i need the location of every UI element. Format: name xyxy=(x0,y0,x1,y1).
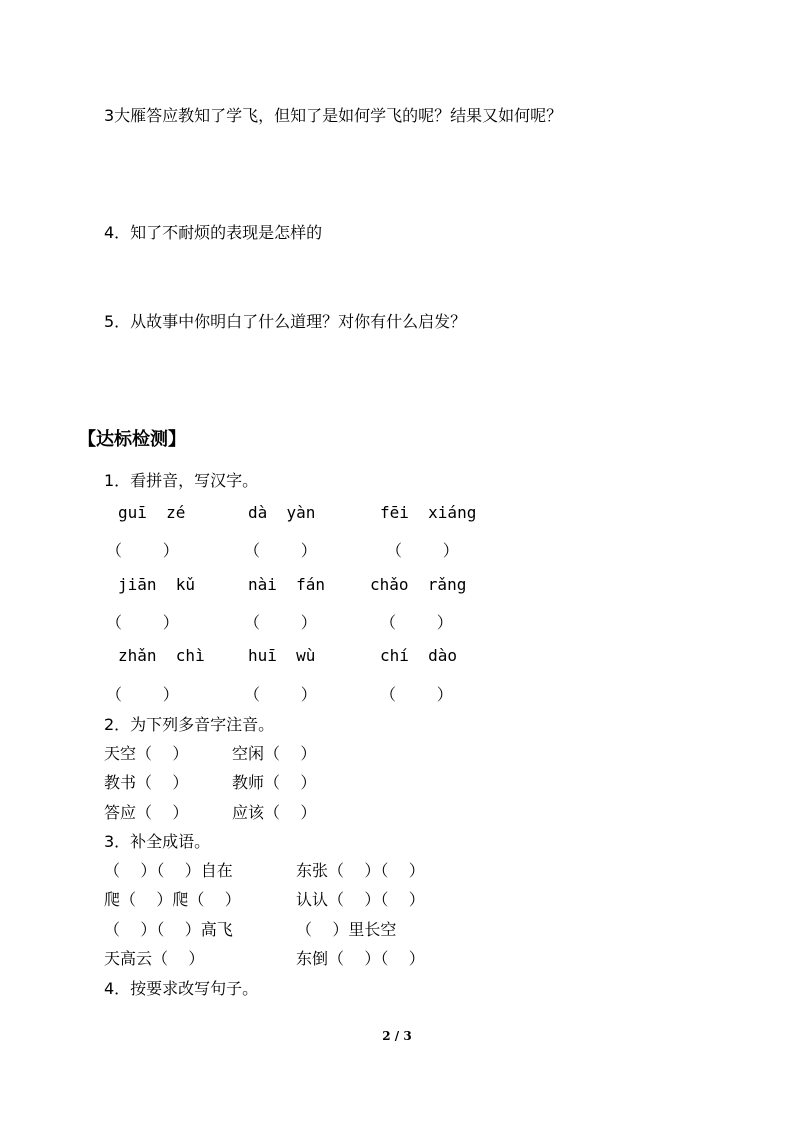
idiom-item: 东倒（ ）（ ） xyxy=(296,949,425,968)
pinyin-word: zhǎn chì xyxy=(118,646,205,665)
polyphone-item: 答应（ ） xyxy=(104,803,189,822)
answer-blank: （ ） xyxy=(244,613,317,632)
polyphone-item: 应该（ ） xyxy=(232,803,317,822)
idiom-item: 东张（ ）（ ） xyxy=(296,861,425,880)
idiom-item: 认认（ ）（ ） xyxy=(296,890,425,909)
polyphone-item: 空闲（ ） xyxy=(232,744,317,763)
question-4: 4．知了不耐烦的表现是怎样的 xyxy=(104,223,323,242)
idiom-item: （ ）（ ）自在 xyxy=(104,861,233,880)
idiom-item: （ ）（ ）高飞 xyxy=(104,920,233,939)
question-5: 5．从故事中你明白了什么道理？对你有什么启发？ xyxy=(104,312,467,331)
idiom-heading: 3．补全成语。 xyxy=(104,832,211,851)
answer-blank: （ ） xyxy=(244,685,317,704)
pinyin-word: dà yàn xyxy=(248,503,316,522)
answer-blank: （ ） xyxy=(244,541,317,560)
polyphone-item: 天空（ ） xyxy=(104,744,189,763)
idiom-item: （ ）里长空 xyxy=(296,920,397,939)
pinyin-heading: 1．看拼音，写汉字。 xyxy=(104,471,259,490)
polyphone-item: 教书（ ） xyxy=(104,773,189,792)
idiom-item: 爬（ ）爬（ ） xyxy=(104,890,241,909)
page-number: 2 / 3 xyxy=(382,1029,412,1043)
question-3: 3大雁答应教知了学飞，但知了是如何学飞的呢？结果又如何呢？ xyxy=(104,106,563,125)
idiom-item: 天高云（ ） xyxy=(104,949,205,968)
polyphone-heading: 2．为下列多音字注音。 xyxy=(104,715,275,734)
pinyin-word: jiān kǔ xyxy=(118,575,196,594)
pinyin-word: chí dào xyxy=(380,646,458,665)
answer-blank: （ ） xyxy=(386,541,459,560)
answer-blank: （ ） xyxy=(106,613,179,632)
pinyin-word: nài fán xyxy=(248,575,326,594)
answer-blank: （ ） xyxy=(380,685,453,704)
answer-blank: （ ） xyxy=(106,685,179,704)
pinyin-word: guī zé xyxy=(118,503,186,522)
pinyin-word: chǎo rǎng xyxy=(370,575,467,594)
answer-blank: （ ） xyxy=(106,541,179,560)
rewrite-heading: 4．按要求改写句子。 xyxy=(104,979,259,998)
pinyin-word: huī wù xyxy=(248,646,316,665)
polyphone-item: 教师（ ） xyxy=(232,773,317,792)
pinyin-word: fēi xiáng xyxy=(380,503,477,522)
answer-blank: （ ） xyxy=(380,613,453,632)
section-title: 【达标检测】 xyxy=(78,429,186,450)
